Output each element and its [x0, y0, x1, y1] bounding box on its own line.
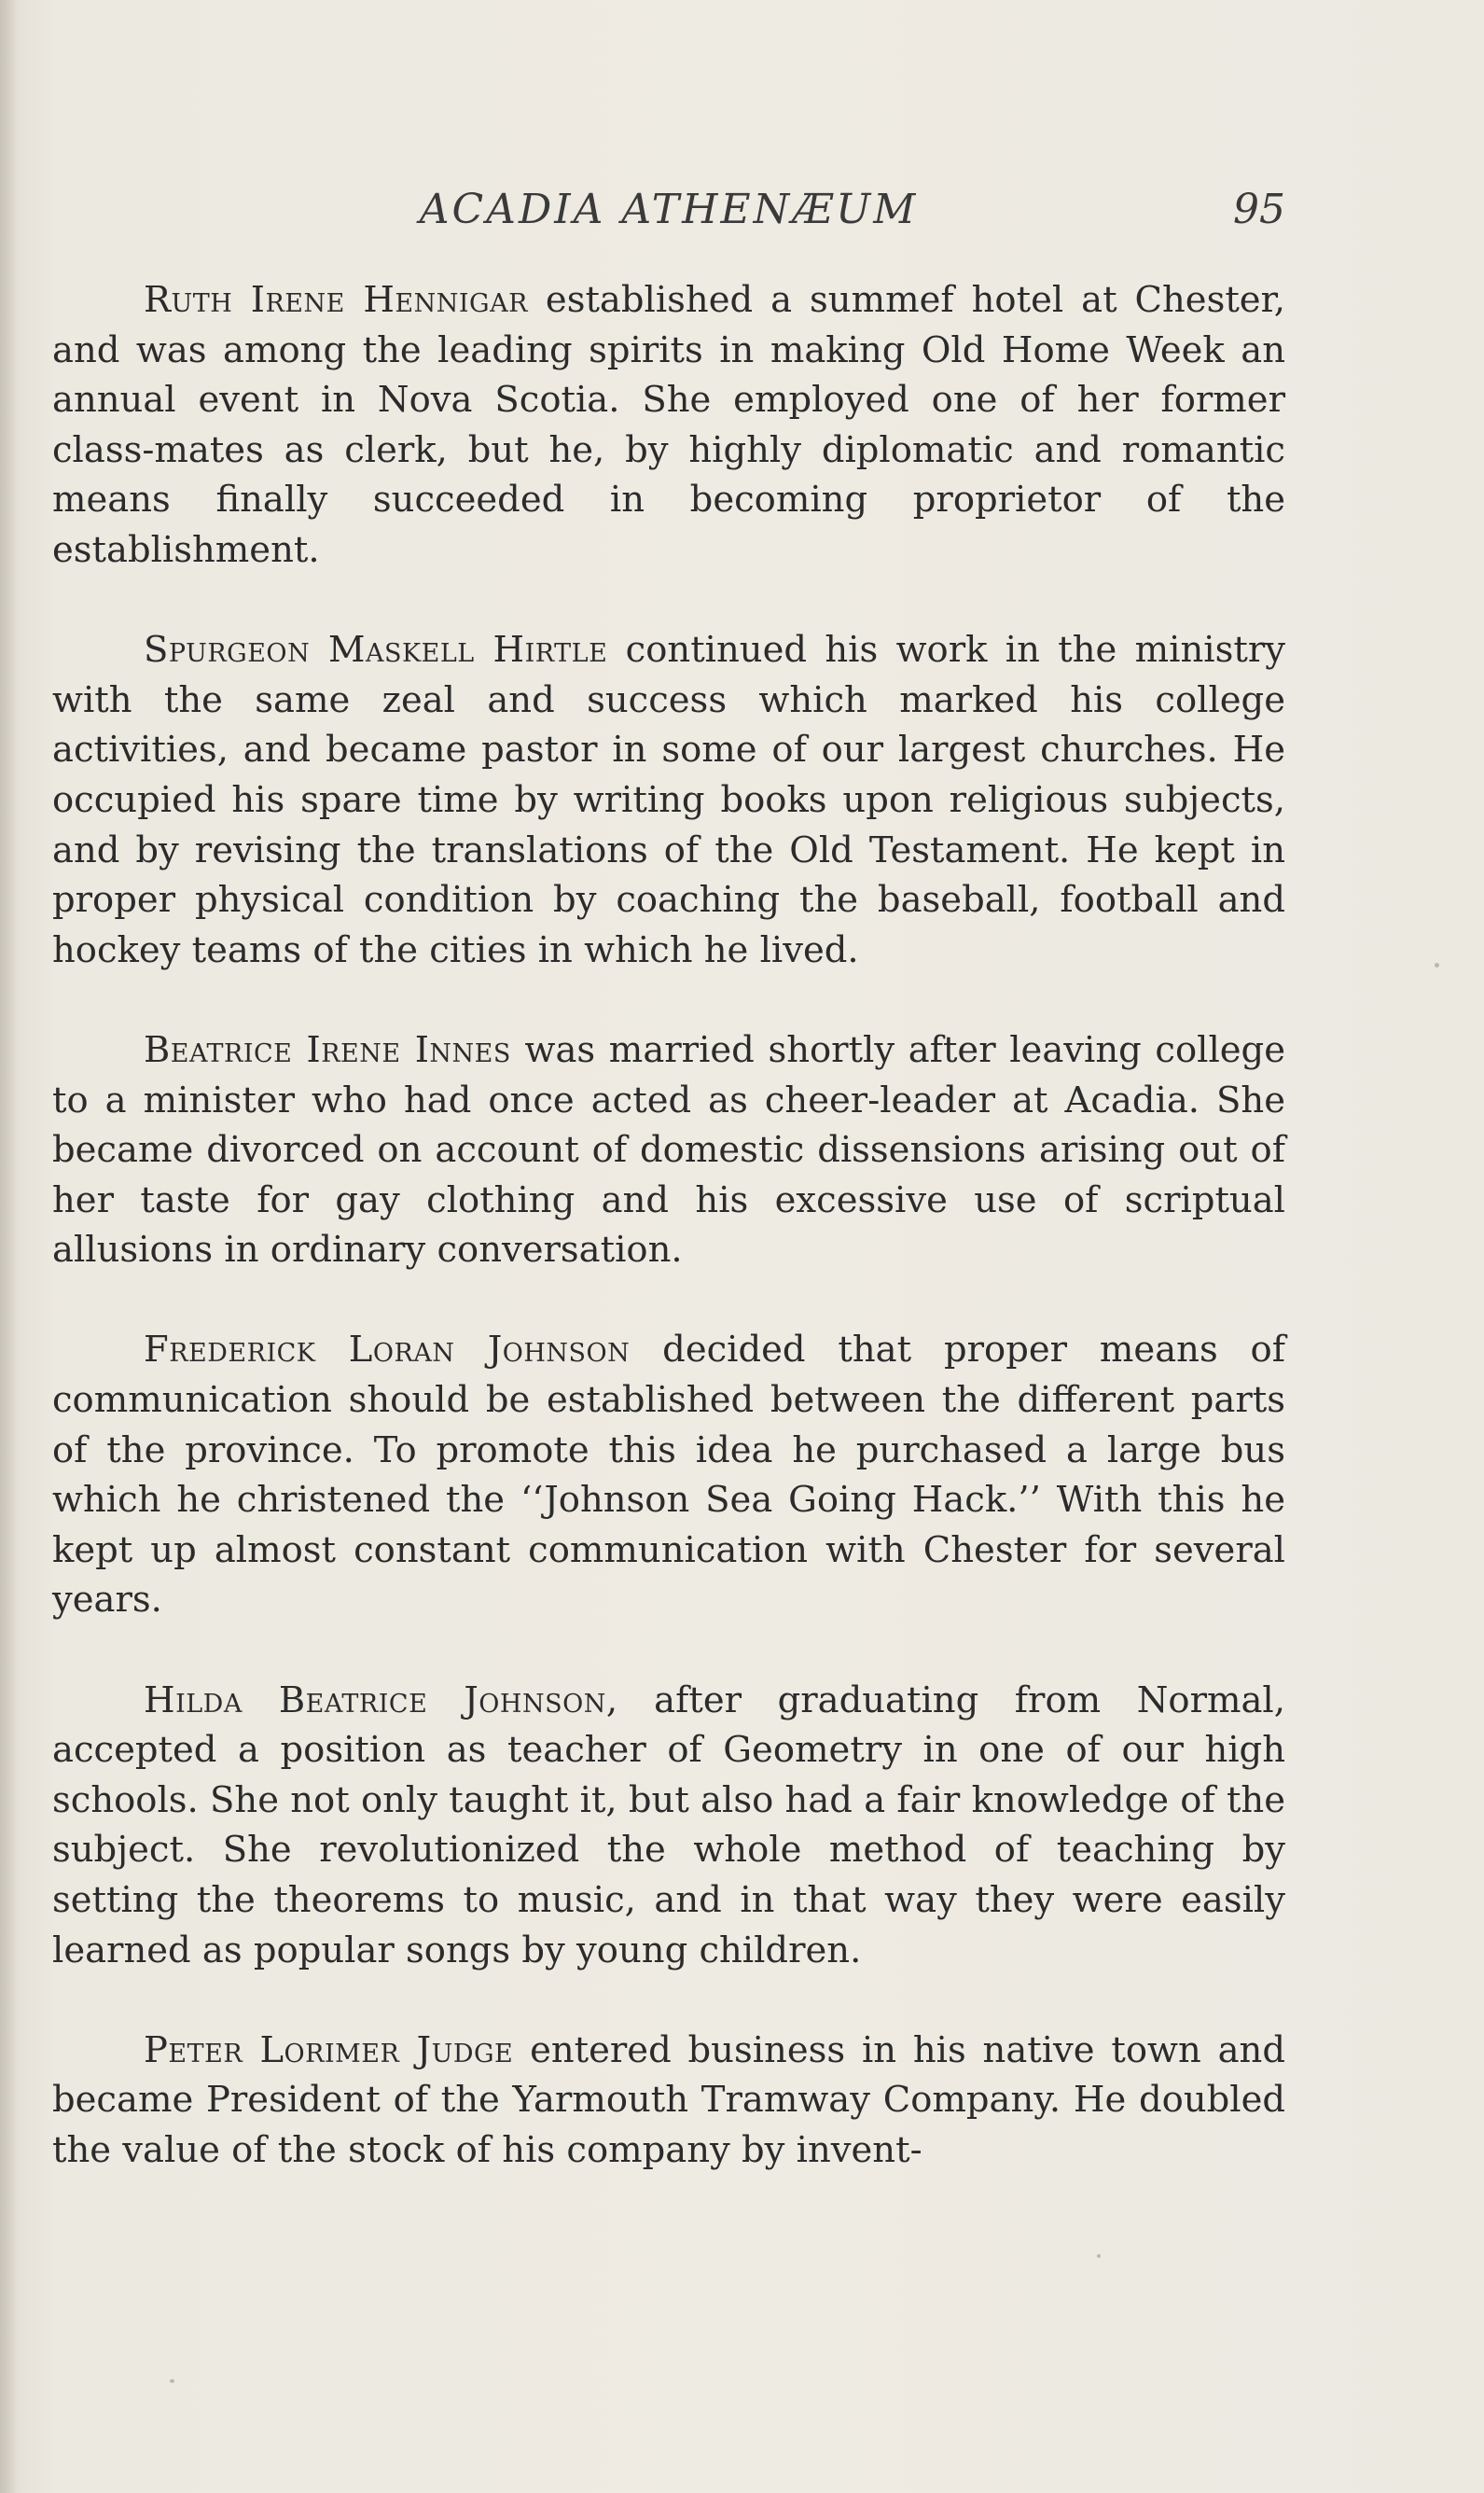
page-edge-shadow: [0, 0, 17, 2493]
paragraph-text: decided that proper means of communication should be established between the different parts of the province. To promote this idea he purchased a large bus which he christened the ‘‘Johnson Sea Going Hack.’’ With this he kept up almost constant communication with Chester for several years.: [52, 1329, 1285, 1622]
person-name: Frederick Loran Johnson: [144, 1329, 631, 1372]
paragraph-text: entered business in his native town and became President of the Yarmouth Tramway Company. He doubled the value of the stock of his company by invent-: [52, 2028, 1285, 2171]
paragraph-hilda-johnson: [52, 1676, 1285, 1976]
person-name: Peter Lorimer Judge: [144, 2028, 514, 2071]
person-name: Beatrice Irene Innes: [144, 1028, 511, 1071]
page-header: [52, 177, 1285, 243]
paper-speck: [1097, 2254, 1101, 2258]
paragraph-text: after graduating from Normal, accepted a position as teacher of Geometry in one of our high schools. She not only taught it, but also had a fair knowledge of the subject. She revolutionized the whole method of teaching by setting the theorems to music, and in that way they were easily learned as popular songs by young children.: [52, 1678, 1285, 1971]
person-name: Ruth Irene Hennigar: [144, 279, 528, 321]
page-number: 95: [1233, 186, 1285, 233]
body-text: [52, 275, 1285, 2176]
paper-speck: [1435, 963, 1439, 968]
paragraph-text: established a summef hotel at Chester, and was among the leading spirits in making Old Home Week an annual event in Nova Scotia. She employed one of her former class-mates as clerk, but he, by highly diplomatic and romantic means finally succeeded in becoming proprietor of the establishment.: [52, 279, 1286, 571]
paragraph-judge: [52, 2026, 1285, 2176]
paragraph-text: continued his work in the ministry with the same zeal and success which marked his college activities, and became pastor in some of our largest churches. He occupied his spare time by writing books upon religious subjects, and by revising the translations of the Old Testament. He kept in proper physical condition by coaching the baseball, football and hockey teams of the cities in which he lived.: [52, 629, 1285, 971]
person-name: Spurgeon Maskell Hirtle: [144, 629, 608, 672]
paragraph-frederick-johnson: [52, 1325, 1285, 1625]
running-title: ACADIA ATHENÆUM: [419, 186, 919, 233]
person-name: Hilda Beatrice Johnson,: [144, 1678, 618, 1721]
paragraph-hirtle: [52, 625, 1285, 975]
paragraph-text: was married shortly after leaving college to a minister who had once acted as cheer-leader at Acadia. She became divorced on account of domestic dissensions arising out of her taste for gay clothing and his excessive use of scriptual allusions in ordinary conversation.: [52, 1028, 1285, 1272]
paragraph-innes: [52, 1025, 1285, 1275]
paper-speck: [170, 2379, 174, 2383]
paragraph-hennigar: [52, 275, 1285, 576]
